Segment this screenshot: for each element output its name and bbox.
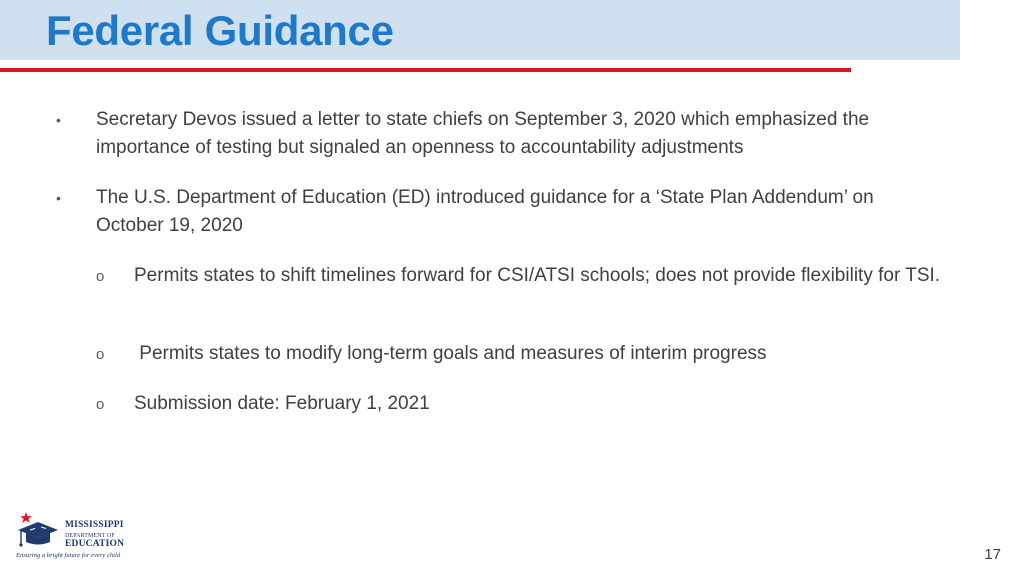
logo-line-2: DEPARTMENT OF — [65, 532, 115, 539]
sub-bullet-item: Permits states to shift timelines forward for CSI/ATSI schools; does not provide flexibility for TSI. — [134, 265, 941, 286]
logo-wordmark — [65, 521, 124, 549]
sub-bullet-item: Permits states to modify long-term goals and measures of interim progress — [134, 343, 767, 364]
sub-bullet-marker: o — [96, 346, 105, 363]
logo-tagline: Ensuring a bright future for every child — [16, 552, 121, 559]
logo-line-1: MISSISSIPPI — [65, 520, 124, 530]
slide-title: Federal Guidance — [46, 7, 394, 54]
sub-bullet-marker: o — [96, 396, 105, 413]
sub-bullet-item: Submission date: February 1, 2021 — [134, 393, 430, 414]
mde-logo — [14, 512, 130, 564]
bullet-item: The U.S. Department of Education (ED) introduced guidance for a ‘State Plan Addendum’ on October 19, 2020 — [96, 187, 874, 236]
graduation-cap-star-icon — [14, 512, 62, 552]
bullet-marker: • — [56, 112, 61, 128]
page-number: 17 — [984, 546, 1001, 563]
bullet-item: Secretary Devos issued a letter to state chiefs on September 3, 2020 which emphasized the importance of testing but signaled an openness to accountability adjustments — [96, 109, 870, 158]
title-divider — [0, 68, 851, 72]
sub-bullet-marker: o — [96, 268, 105, 285]
logo-line-3: EDUCATION — [65, 538, 125, 549]
bullet-marker: • — [56, 190, 61, 206]
